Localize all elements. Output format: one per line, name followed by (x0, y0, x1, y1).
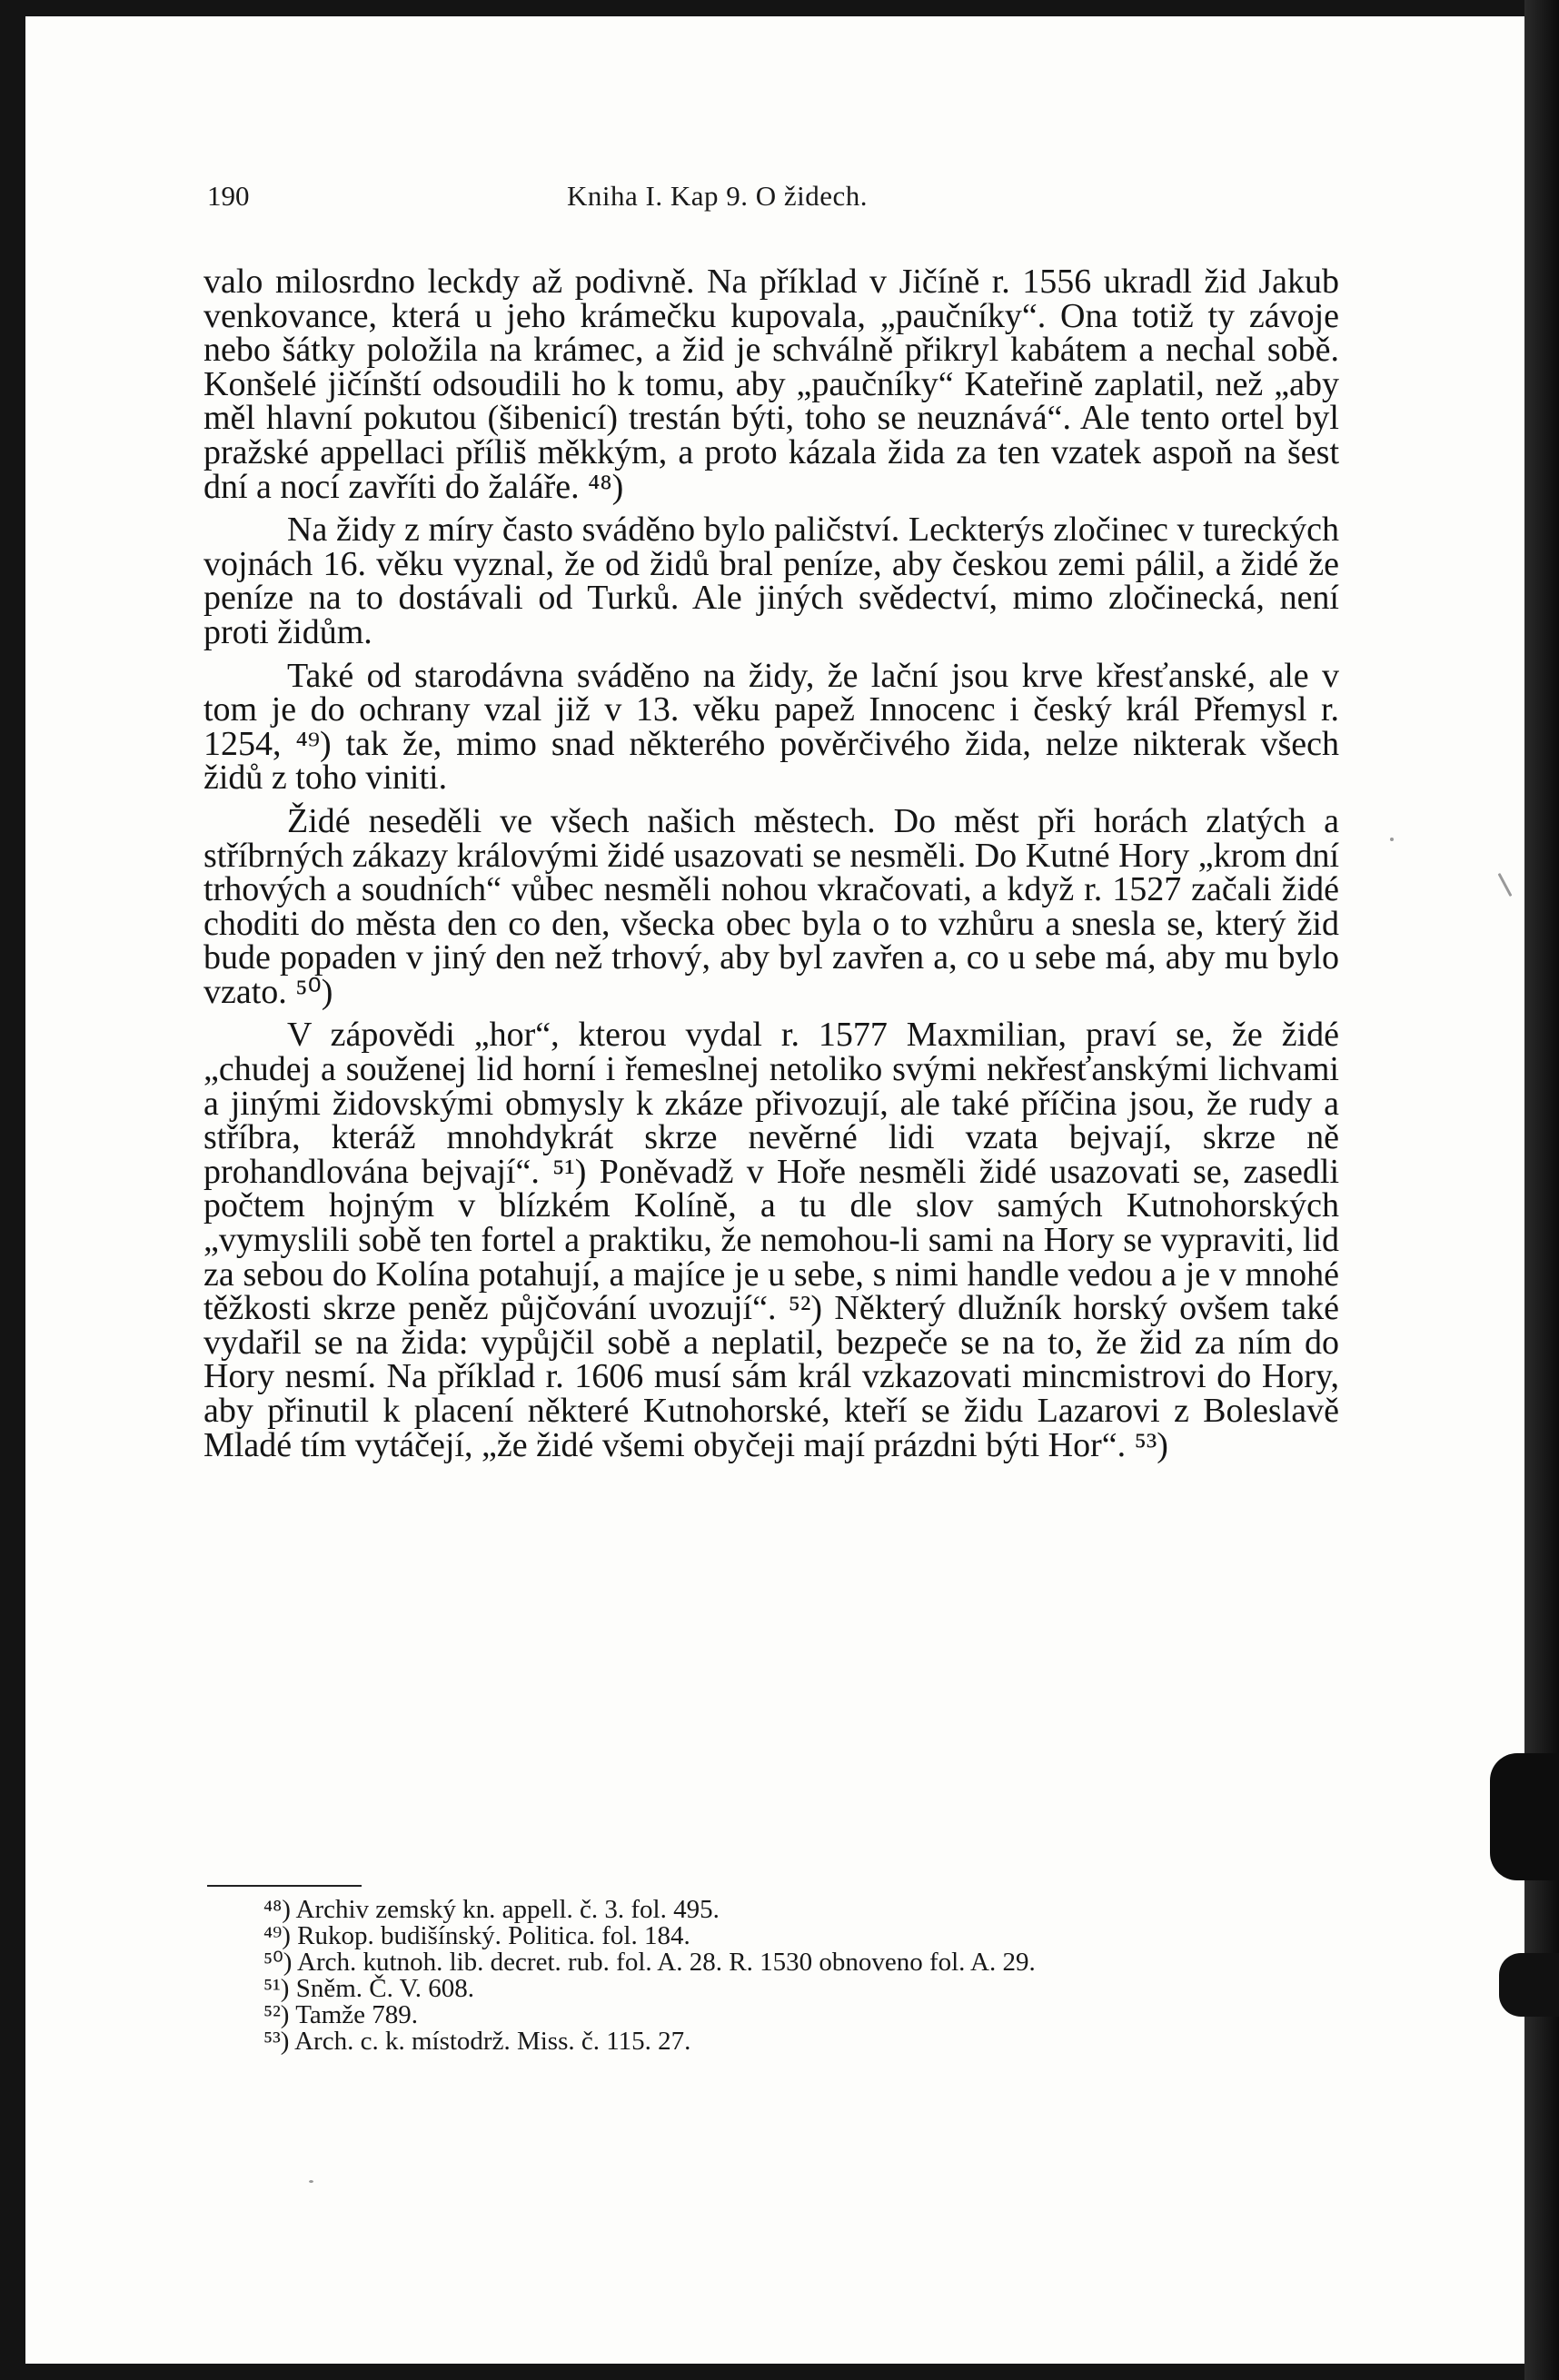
paragraph: valo milosrdno leckdy až podivně. Na příklad v Jičíně r. 1556 ukradl žid Jakub venkovance, která u jeho krámečku kupovala, „paučníky“. Ona totiž ty závoje nebo šátky položila na krámec, a žid je schválně přikryl kabátem a nechal sobě. Konšelé jičínští odsoudili ho k tomu, aby „paučníky“ Kateřině zaplatil, než „aby měl hlavní pokutou (šibenicí) trestán býti, toho se neuznává“. Ale tento ortel byl pražské appellaci příliš měkkým, a proto kázala žida za ten vzatek aspoň na šest dní a nocí zavříti do žaláře. ⁴⁸) (204, 263, 1339, 506)
footnote: ⁵⁰) Arch. kutnoh. lib. decret. rub. fol. A. 28. R. 1530 obnoveno fol. A. 29. (263, 1948, 1036, 1977)
running-header (207, 174, 1334, 218)
body-text (204, 265, 1339, 1472)
footnote: ⁵¹) Sněm. Č. V. 608. (263, 1974, 475, 2003)
paragraph: Také od starodávna sváděno na židy, že lační jsou krve křesťanské, ale v tom je do ochrany vzal již v 13. věku papež Innocenc i český král Přemysl r. 1254, ⁴⁹) tak že, mimo snad některého pověrčivého žida, nelze nikterak všech židů z toho viniti. (204, 656, 1339, 798)
page-tab-mark-small (1499, 1953, 1559, 2017)
paragraph: V zápovědi „hor“, kterou vydal r. 1577 Maxmilian, praví se, že židé „chudej a souženej lid horní i řemeslnej netoliko svými nekřesťanskými lichvami a jinými židovskými obmysly k zkáze přivozují, ale také příčina jsou, že rudy a stříbra, kteráž mnohdykrát skrze nevěrné lidi vzata bejvají, skrze ně prohandlována bejvají“. ⁵¹) Poněvadž v Hoře nesměli židé usazovati se, zasedli počtem hojným v blízkém Kolíně, a tu dle slov samých Kutnohorských „vymyslili sobě ten fortel a praktiku, že nemohou-li sami na Hory se vypraviti, lid za sebou do Kolína potahují, a majíce je u sebe, s nimi handle vedou a je v mnohé těžkosti skrze peněz půjčování uvozují“. ⁵²) Některý dlužník horský ovšem také vydařil se na žida: vypůjčil sobě a neplatil, bezpeče se na to, že žid za ním do Hory nesmí. Na příklad r. 1606 musí sám král vzkazovati mincmistrovi do Hory, aby přinutil k placení některé Kutnohorské, kteří se židu Lazarovi z Boleslavě Mladé tím vytáčejí, „že židé všemi obyčeji mají prázdni býti Hor“. ⁵³) (204, 1016, 1339, 1464)
footnote: ⁵²) Tamže 789. (263, 2000, 419, 2029)
footnote: ⁵³) Arch. c. k. místodrž. Miss. č. 115. 27. (263, 2027, 691, 2056)
paragraph: Na židy z míry často sváděno bylo paličství. Leckterýs zločinec v tureckých vojnách 16. věku vyznal, že od židů bral peníze, aby českou zemi pálil, a židé že peníze na to dostávali od Turků. Ale jiných svědectví, mimo zločinecká, není proti židům. (204, 511, 1339, 651)
paper-speck (309, 2180, 313, 2183)
running-title: Kniha I. Kap 9. O židech. (567, 180, 869, 212)
paper-speck (1390, 838, 1394, 841)
paragraph: Židé neseděli ve všech našich městech. Do měst při horách zlatých a stříbrných zákazy královými židé usazovati se nesměli. Do Kutné Hory „krom dní trhových a soudních“ vůbec nesměli nohou vkračovati, a když r. 1527 začali židé choditi do města den co den, všecka obec byla o to vzhůru a snesla se, který žid bude popaden v jiný den než trhový, aby byl zavřen a, co u sebe má, aby mu bylo vzato. ⁵⁰) (204, 801, 1339, 1011)
page-number: 190 (207, 180, 250, 212)
footnotes (263, 1897, 1354, 2055)
footnote: ⁴⁹) Rukop. budišínský. Politica. fol. 184. (263, 1921, 690, 1950)
page-tab-mark (1490, 1753, 1559, 1880)
footnote: ⁴⁸) Archiv zemský kn. appell. č. 3. fol. 495. (263, 1895, 720, 1924)
footnote-rule (207, 1885, 362, 1887)
page-edge-shadow (1524, 0, 1559, 2380)
